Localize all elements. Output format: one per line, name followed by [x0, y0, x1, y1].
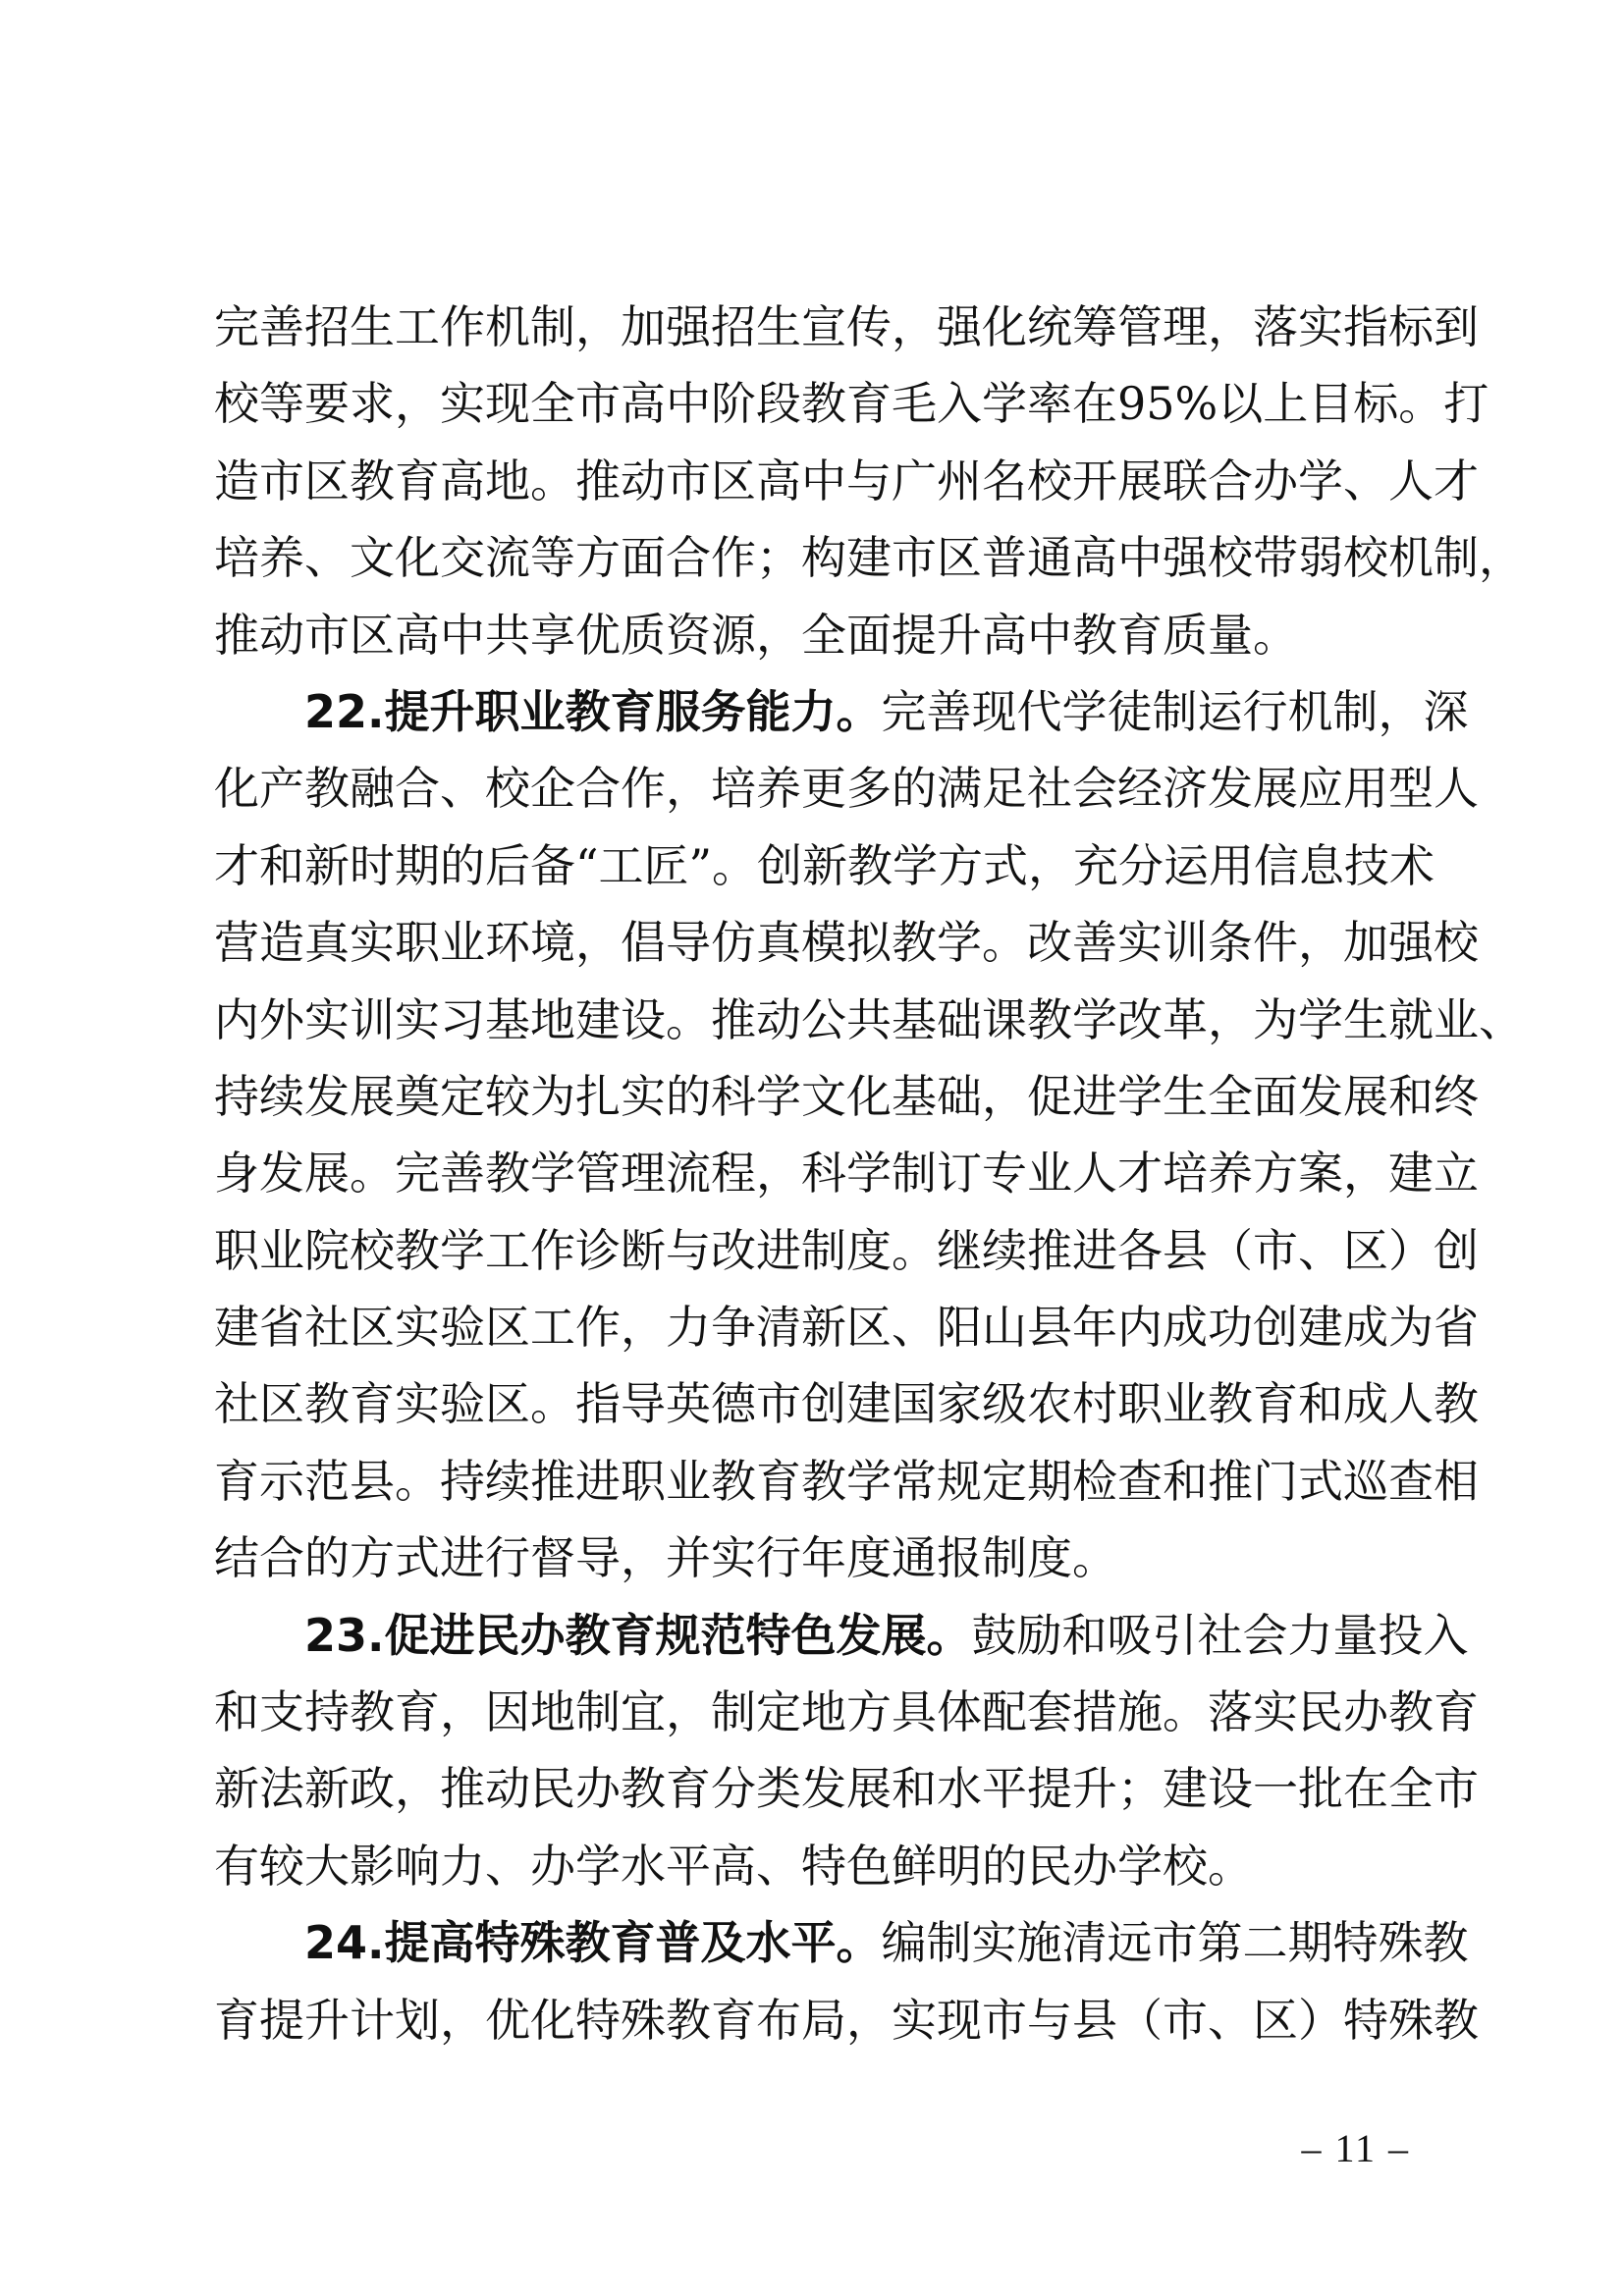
text-line: 完善招生工作机制，加强招生宣传，强化统筹管理，落实指标到	[214, 300, 1479, 353]
paragraph-item-24	[214, 1904, 1479, 2058]
text-run: 完善现代学徒制运行机制，深	[881, 684, 1469, 738]
section-heading: 24.提高特殊教育普及水平。	[304, 1916, 882, 1970]
paragraph-first-line	[214, 1597, 1469, 1674]
paragraph-first-line	[214, 1904, 1469, 1981]
text-line: 化产教融合、校企合作，培养更多的满足社会经济发展应用型人	[214, 762, 1479, 816]
text-line: 造市区教育高地。推动市区高中与广州名校开展联合办学、人才	[214, 454, 1479, 507]
text-run: 鼓励和吸引社会力量投入	[971, 1608, 1469, 1662]
text-run: 编制实施清远市第二期特殊教	[881, 1916, 1469, 1970]
text-line: 校等要求，实现全市高中阶段教育毛入学率在95%以上目标。打	[214, 377, 1489, 431]
text-line: 社区教育实验区。指导英德市创建国家级农村职业教育和成人教	[214, 1377, 1479, 1431]
text-line: 职业院校教学工作诊断与改进制度。继续推进各县（市、区）创	[214, 1223, 1479, 1277]
paragraph-item-22	[214, 673, 1524, 1597]
section-heading: 22.提升职业教育服务能力。	[304, 684, 882, 738]
text-line: 育提升计划，优化特殊教育布局，实现市与县（市、区）特殊教	[214, 1993, 1479, 2047]
text-line: 推动市区高中共享优质资源，全面提升高中教育质量。	[214, 608, 1298, 662]
paragraph-item-23	[214, 1597, 1479, 1905]
text-line: 才和新时期的后备“工匠”。创新教学方式，充分运用信息技术	[214, 838, 1435, 892]
text-line: 营造真实职业环境，倡导仿真模拟教学。改善实训条件，加强校	[214, 916, 1479, 970]
text-line: 持续发展奠定较为扎实的科学文化基础，促进学生全面发展和终	[214, 1069, 1479, 1123]
text-line: 新法新政，推动民办教育分类发展和水平提升；建设一批在全市	[214, 1762, 1479, 1816]
paragraph-first-line	[214, 673, 1469, 750]
text-line: 培养、文化交流等方面合作；构建市区普通高中强校带弱校机制，	[214, 531, 1524, 585]
text-line: 和支持教育，因地制宜，制定地方具体配套措施。落实民办教育	[214, 1685, 1479, 1739]
text-line: 有较大影响力、办学水平高、特色鲜明的民办学校。	[214, 1839, 1253, 1893]
text-line: 内外实训实习基地建设。推动公共基础课教学改革，为学生就业、	[214, 992, 1524, 1046]
page-number: – 11 –	[1301, 2126, 1410, 2170]
section-heading: 23.促进民办教育规范特色发展。	[304, 1608, 972, 1662]
text-line: 身发展。完善教学管理流程，科学制订专业人才培养方案，建立	[214, 1147, 1479, 1201]
text-line: 结合的方式进行督导，并实行年度通报制度。	[214, 1531, 1117, 1585]
text-line: 建省社区实验区工作，力争清新区、阳山县年内成功创建成为省	[214, 1301, 1479, 1355]
text-line: 育示范县。持续推进职业教育教学常规定期检查和推门式巡查相	[214, 1454, 1479, 1508]
paragraph-continuation	[214, 289, 1524, 673]
document-body	[214, 289, 1524, 2058]
